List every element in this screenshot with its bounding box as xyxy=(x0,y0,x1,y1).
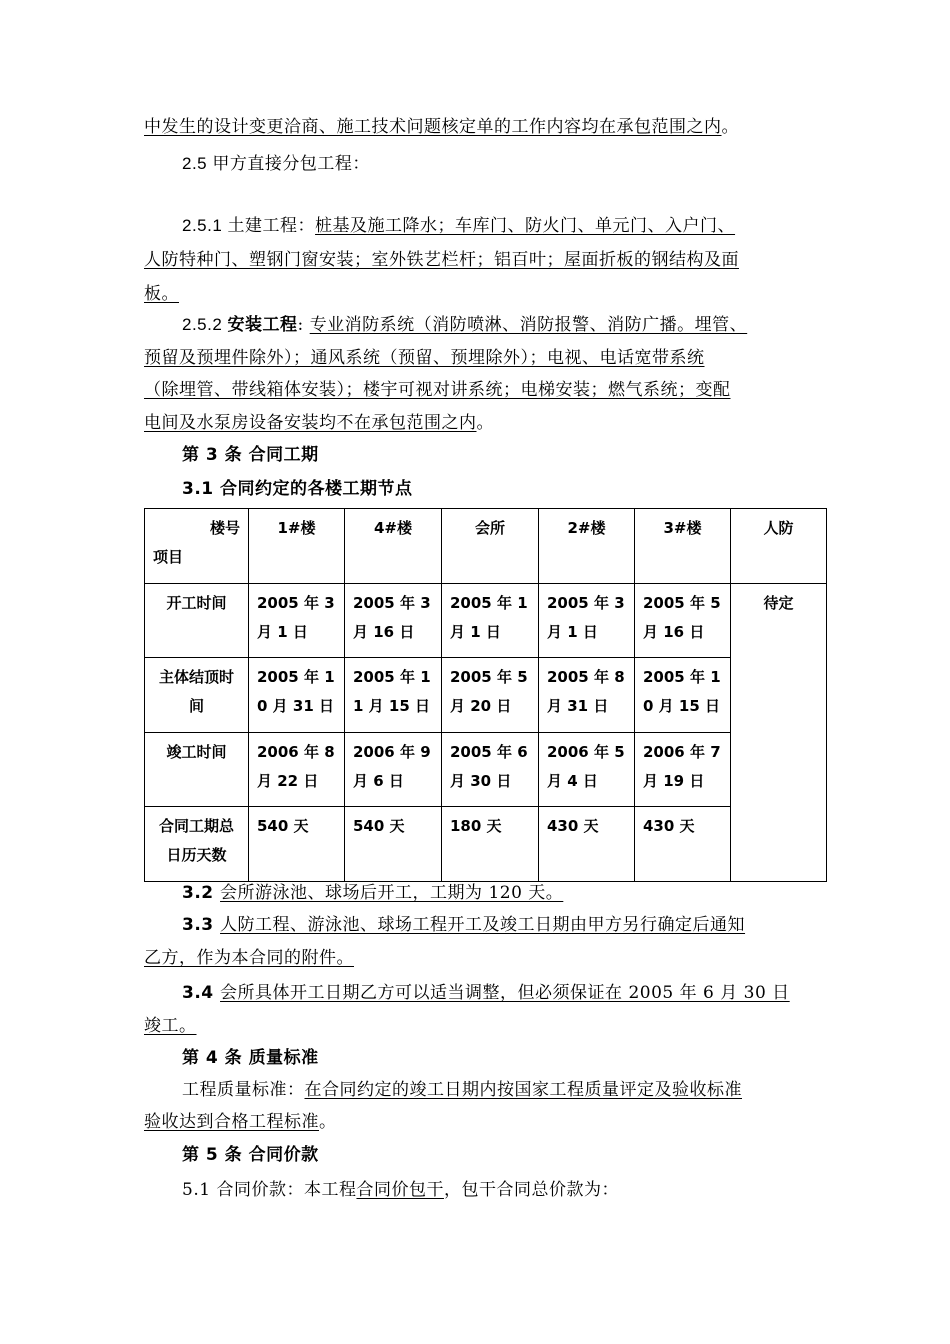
table-cell: 2006 年 5 月 4 日 xyxy=(539,733,635,807)
table-cell: 2005 年 5 月 20 日 xyxy=(442,658,539,733)
section-2-5-2-line4: 电间及水泵房设备安装均不在承包范围之内。 xyxy=(144,413,494,433)
table-cell: 2006 年 8 月 22 日 xyxy=(249,733,345,807)
section-2-5-1-line3: 板。 xyxy=(144,284,179,304)
table-header-row xyxy=(145,509,827,584)
table-cell: 2006 年 7 月 19 日 xyxy=(635,733,731,807)
table-cell: 2006 年 9 月 6 日 xyxy=(345,733,442,807)
article-3-heading: 第 3 条 合同工期 xyxy=(182,445,319,465)
table-cell: 2005 年 1 月 1 日 xyxy=(442,584,539,658)
article-5-heading: 第 5 条 合同价款 xyxy=(182,1145,319,1165)
row-label: 合同工期总日历天数 xyxy=(145,807,249,882)
section-2-5-heading: 2.5 甲方直接分包工程： xyxy=(182,154,370,173)
table-row xyxy=(145,807,827,882)
section-2-5-2-line3: （除埋管、带线箱体安装）；楼宇可视对讲系统；电梯安装；燃气系统；变配 xyxy=(144,380,731,400)
quality-standard: 工程质量标准：在合同约定的竣工日期内按国家工程质量评定及验收标准 xyxy=(182,1080,742,1100)
table-row xyxy=(145,733,827,807)
table-header-corner xyxy=(145,509,249,584)
table-cell: 2005 年 3 月 16 日 xyxy=(345,584,442,658)
renfang-cell: 待定 xyxy=(731,584,827,882)
table-row xyxy=(145,658,827,733)
table-header-cell: 3#楼 xyxy=(635,509,731,584)
section-3-3-line2: 乙方，作为本合同的附件。 xyxy=(144,948,354,968)
table-header-cell: 1#楼 xyxy=(249,509,345,584)
schedule-table xyxy=(144,508,827,882)
table-cell: 540 天 xyxy=(345,807,442,882)
section-2-5-1-line2: 人防特种门、塑钢门窗安装；室外铁艺栏杆；铝百叶；屋面折板的钢结构及面 xyxy=(144,250,739,270)
table-header-cell: 2#楼 xyxy=(539,509,635,584)
table-cell: 2005 年 6 月 30 日 xyxy=(442,733,539,807)
quality-standard-line2: 验收达到合格工程标准。 xyxy=(144,1112,337,1132)
section-3-1-heading: 3.1 合同约定的各楼工期节点 xyxy=(182,479,413,499)
table-header-cell: 会所 xyxy=(442,509,539,584)
table-cell: 2005 年 8 月 31 日 xyxy=(539,658,635,733)
row-label: 主体结顶时间 xyxy=(145,658,249,733)
table-cell: 2005 年 5 月 16 日 xyxy=(635,584,731,658)
article-4-heading: 第 4 条 质量标准 xyxy=(182,1048,319,1068)
row-label: 开工时间 xyxy=(145,584,249,658)
section-3-4: 3.4 会所具体开工日期乙方可以适当调整，但必须保证在 2005 年 6 月 30 日 xyxy=(182,983,790,1003)
table-cell: 430 天 xyxy=(539,807,635,882)
table-cell: 180 天 xyxy=(442,807,539,882)
header-building-label: 楼号 xyxy=(209,519,240,537)
section-2-5-1: 2.5.1 土建工程：桩基及施工降水；车库门、防火门、单元门、入户门、 xyxy=(182,216,736,236)
table-cell: 2005 年 3 月 1 日 xyxy=(539,584,635,658)
section-5-1: 5.1 合同价款：本工程合同价包干，包干合同总价款为： xyxy=(182,1180,619,1200)
section-2-5-2-line2: 预留及预埋件除外）；通风系统（预留、预埋除外）；电视、电话宽带系统 xyxy=(144,348,705,368)
row-label: 竣工时间 xyxy=(145,733,249,807)
header-item-label: 项目 xyxy=(153,548,184,566)
table-cell: 2005 年 3 月 1 日 xyxy=(249,584,345,658)
section-3-3: 3.3 人防工程、游泳池、球场工程开工及竣工日期由甲方另行确定后通知 xyxy=(182,915,746,935)
table-cell: 540 天 xyxy=(249,807,345,882)
paragraph-scope-end: 中发生的设计变更洽商、施工技术问题核定单的工作内容均在承包范围之内。 xyxy=(144,117,739,137)
table-cell: 2005 年 10 月 15 日 xyxy=(635,658,731,733)
section-3-4-line2: 竣工。 xyxy=(144,1016,197,1036)
table-cell: 2005 年 11 月 15 日 xyxy=(345,658,442,733)
section-3-2: 3.2 会所游泳池、球场后开工，工期为 120 天。 xyxy=(182,883,564,903)
table-header-cell: 人防 xyxy=(731,509,827,584)
table-header-cell: 4#楼 xyxy=(345,509,442,584)
table-cell: 430 天 xyxy=(635,807,731,882)
table-cell: 2005 年 10 月 31 日 xyxy=(249,658,345,733)
section-2-5-2: 2.5.2 安装工程: 专业消防系统（消防喷淋、消防报警、消防广播。埋管、 xyxy=(182,315,748,335)
table-row xyxy=(145,584,827,658)
